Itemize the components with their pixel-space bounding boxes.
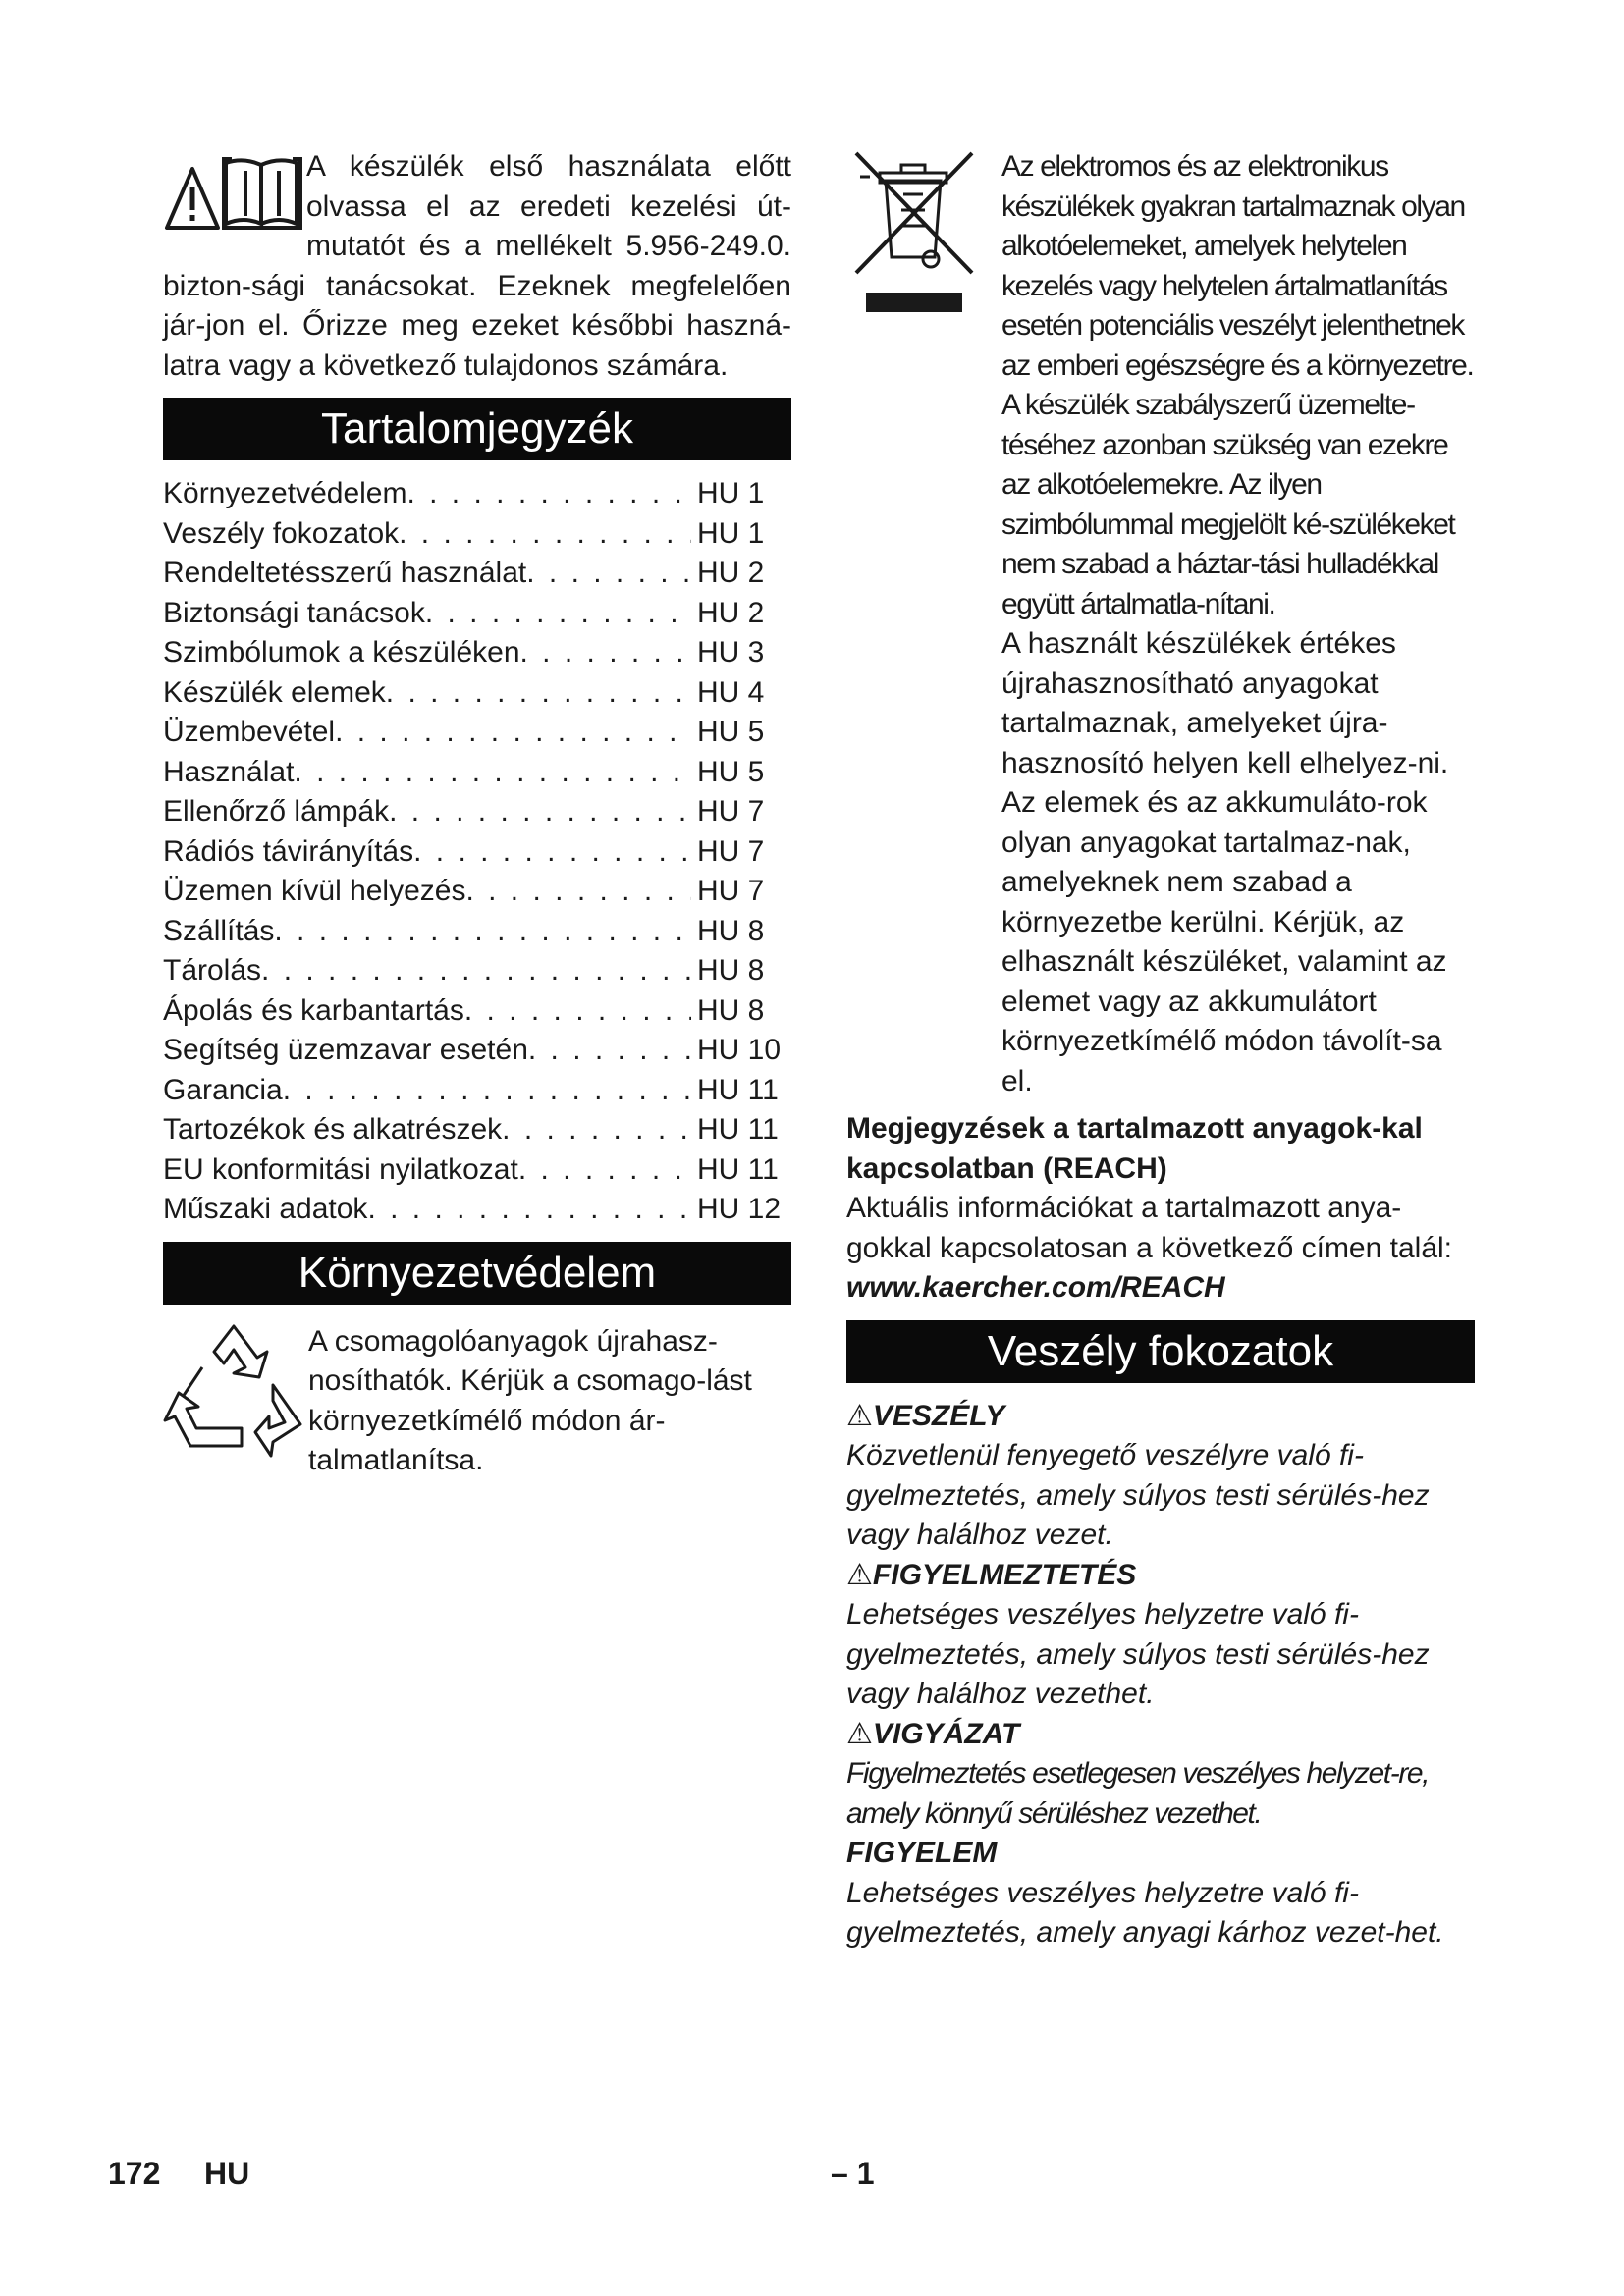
toc-heading: Tartalomjegyzék: [163, 398, 791, 460]
crossed-bin-icon: [846, 147, 1001, 334]
right-column: [846, 147, 1475, 1953]
level-text: Közvetlenül fenyegető veszélyre való fi-gyelmeztetés, amely súlyos testi sérülés-hez vagy halálhoz vezet.: [846, 1439, 1430, 1551]
toc-item[interactable]: Készülék elemek . . . HU 4: [163, 673, 791, 714]
toc-item[interactable]: Üzembevétel . . . HU 5: [163, 713, 791, 753]
toc-item[interactable]: Környezetvédelem . . . HU 1: [163, 474, 791, 514]
reach-link[interactable]: www.kaercher.com/REACH: [846, 1271, 1225, 1304]
packaging-text: A csomagolóanyagok újrahasz-nosíthatók. Kérjük a csomago-lást környezetkímélő módon ár-talmatlanítsa.: [308, 1324, 752, 1476]
toc-item[interactable]: Garancia . . . HU 11: [163, 1071, 791, 1111]
level-label: FIGYELEM: [846, 1837, 998, 1869]
weee-text: Az elektromos és az elektronikus készülékek gyakran tartalmaznak olyan alkotóelemeket, amelyek helytelen kezelés vagy helytelen ártalmatlanítás esetén potenciális veszélyt jelenthetnek az emberi egészségre és a környezetre. A készülék szabályszerű üzemelte-téséhez azonban szükség van ezekre az alkotóelemekre. Az ilyen szimbólummal megjelölt ké-szülékeket nem szabad a háztar-tási hulladékkal együtt ártalmatla-nítani.: [1001, 150, 1474, 620]
toc-item[interactable]: Szimbólumok a készüléken . . . HU 3: [163, 633, 791, 673]
reach-text: Aktuális információkat a tartalmazott anya-gokkal kapcsolatosan a következő címen talál:: [846, 1192, 1453, 1264]
left-column: [163, 147, 791, 1481]
warning-manual-icon: [163, 151, 306, 234]
toc-item[interactable]: Tartozékok és alkatrészek . . . HU 11: [163, 1110, 791, 1150]
section-page-number: – 1: [831, 2156, 875, 2191]
danger-levels-list: [846, 1397, 1475, 1953]
table-of-contents: [163, 474, 791, 1230]
manual-book-icon: [224, 155, 300, 228]
level-text: Figyelmeztetés esetlegesen veszélyes helyzet-re, amely könnyű sérüléshez vezethet.: [846, 1757, 1430, 1830]
toc-item[interactable]: Szállítás . . . HU 8: [163, 912, 791, 952]
weee-block: [846, 147, 1475, 1101]
recycle-icon: [163, 1322, 308, 1460]
reach-block: [846, 1109, 1475, 1308]
toc-item[interactable]: EU konformitási nyilatkozat . . . HU 11: [163, 1150, 791, 1191]
weee-text-group: [1001, 147, 1475, 1101]
toc-item[interactable]: Tárolás . . . HU 8: [163, 951, 791, 991]
toc-item[interactable]: Ápolás és karbantartás . . . HU 8: [163, 991, 791, 1032]
toc-item[interactable]: Rendeltetésszerű használat . . . HU 2: [163, 554, 791, 594]
level-text: Lehetséges veszélyes helyzetre való fi-gyelmeztetés, amely súlyos testi sérülés-hez vagy halálhoz vezethet.: [846, 1598, 1430, 1710]
toc-item[interactable]: Veszély fokozatok . . . HU 1: [163, 514, 791, 555]
danger-levels-heading: Veszély fokozatok: [846, 1320, 1475, 1383]
intro-text: A készülék első használata előtt olvassa el az eredeti kezelési út-mutatót és a mellékelt 5.956-249.0. bizton-sági tanácsokat. Ezeknek megfelelően jár-jon el. Őrizze meg ezeket későbbi haszná-latra vagy a következő tulajdonos számára.: [163, 150, 791, 382]
intro-block: [163, 147, 791, 386]
reach-heading: Megjegyzések a tartalmazott anyagok-kal kapcsolatban (REACH): [846, 1112, 1423, 1185]
toc-item[interactable]: Műszaki adatok . . . HU 12: [163, 1190, 791, 1230]
level-label: ⚠FIGYELMEZTETÉS: [846, 1558, 1137, 1591]
level-text: Lehetséges veszélyes helyzetre való fi-gyelmeztetés, amely anyagi kárhoz vezet-het.: [846, 1876, 1444, 1949]
language-code: HU: [204, 2156, 250, 2191]
warning-triangle-icon: ⚠: [846, 1558, 873, 1591]
warning-triangle-icon: [167, 169, 218, 228]
environment-heading: Környezetvédelem: [163, 1242, 791, 1305]
packaging-block: [163, 1322, 791, 1481]
level-label: ⚠VIGYÁZAT: [846, 1717, 1020, 1750]
toc-item[interactable]: Segítség üzemzavar esetén . . . HU 10: [163, 1031, 791, 1071]
toc-item[interactable]: Biztonsági tanácsok . . . HU 2: [163, 594, 791, 634]
toc-item[interactable]: Használat . . . HU 5: [163, 753, 791, 793]
level-label: ⚠VESZÉLY: [846, 1399, 1005, 1432]
page-number: 172: [108, 2156, 161, 2191]
toc-item[interactable]: Üzemen kívül helyezés . . . HU 7: [163, 872, 791, 912]
toc-item[interactable]: Rádiós távirányítás . . . HU 7: [163, 832, 791, 873]
warning-triangle-icon: ⚠: [846, 1399, 873, 1432]
recycle-text: A használt készülékek értékes újrahasznosítható anyagokat tartalmaznak, amelyeket újra-hasznosító helyen kell elhelyez-ni. Az elemek és az akkumuláto-rok olyan anyagokat tartalmaz-nak, amelyeknek nem szabad a környezetbe kerülni. Kérjük, az elhasznált készüléket, valamint az elemet vagy az akkumulátort környezetkímélő módon távolít-sa el.: [1001, 627, 1449, 1097]
warning-triangle-icon: ⚠: [846, 1717, 873, 1750]
toc-item[interactable]: Ellenőrző lámpák . . . HU 7: [163, 792, 791, 832]
